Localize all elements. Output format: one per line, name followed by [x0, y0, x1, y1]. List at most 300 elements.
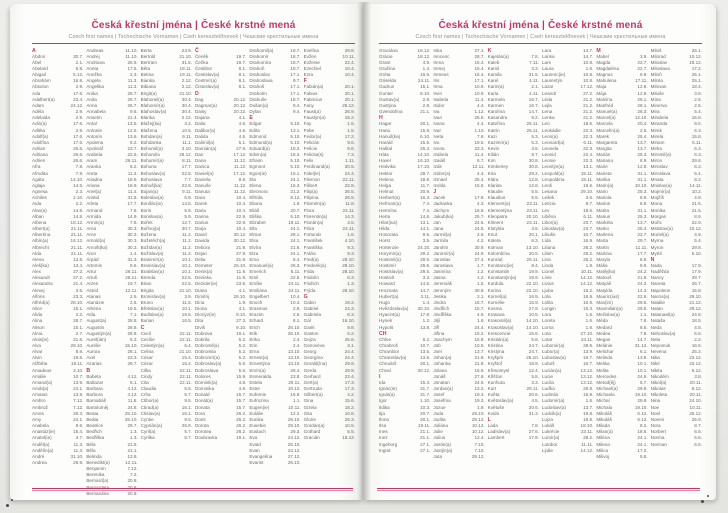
name-day-date: 16.7. — [528, 102, 539, 108]
name-label: Ilsa — [379, 423, 387, 429]
name-day-date: 26.7. — [127, 102, 138, 108]
name-entry — [596, 454, 647, 460]
name-label: Lora — [541, 312, 552, 318]
name-day-date: 15.7. — [236, 398, 247, 404]
name-entry — [433, 454, 484, 460]
name-day-date: 6.3. — [694, 152, 702, 158]
name-label: Ignác(ie) — [379, 386, 397, 392]
name-label: Božetěch(a) — [140, 238, 166, 244]
name-day-date: 5.7. — [639, 379, 648, 385]
name-day-date: 30.8. — [528, 164, 539, 170]
name-day-date: 31.5. — [528, 72, 539, 78]
name-day-date: 2.2. — [75, 201, 84, 207]
name-day-date: 5.5. — [184, 386, 192, 392]
name-label: Jasna — [433, 275, 446, 281]
name-entry — [542, 448, 593, 454]
name-day-date: 3.10. — [73, 367, 84, 373]
name-day-date: 25.9. — [691, 416, 702, 422]
name-day-date: 3.11. — [420, 293, 431, 299]
name-label: Ivo — [433, 139, 440, 145]
name-day-date: 11.3. — [127, 84, 138, 90]
section-letter: K — [487, 47, 492, 54]
name-label: Hana — [379, 127, 390, 133]
name-day-date: 25.4. — [637, 133, 648, 139]
name-day-date: 10.1. — [181, 306, 192, 312]
name-day-date: 22.9. — [236, 219, 247, 225]
name-label: Miléna — [596, 435, 610, 441]
name-day-date: 21.11. — [70, 250, 84, 256]
name-day-date: 26.5. — [344, 189, 355, 195]
name-day-date: 1.2. — [476, 275, 485, 281]
name-day-date: 30.4. — [181, 102, 192, 108]
name-label: Nikodém — [650, 373, 669, 379]
name-label: Manfréd — [596, 102, 614, 108]
name-day-date: 28.8. — [127, 324, 138, 330]
name-day-date: 25.3. — [637, 189, 648, 195]
name-label: Maja — [596, 84, 607, 90]
name-day-date: 14.10. — [70, 176, 84, 182]
name-day-date: 5.7. — [184, 392, 192, 398]
name-label: Dobromila — [194, 349, 216, 355]
name-day-date: 22.7. — [637, 59, 648, 65]
name-label: Letícia — [541, 201, 556, 207]
name-day-date: 27.1. — [474, 47, 485, 53]
name-day-date: 12.4. — [474, 435, 485, 441]
name-day-date: 24.3. — [344, 306, 355, 312]
name-label: Ervín(a) — [249, 367, 266, 373]
name-label: Krasoslav(a) — [487, 324, 514, 330]
name-label: Egmont — [249, 164, 266, 170]
name-day-date: 27.2. — [73, 269, 84, 275]
name-label: Alexej — [32, 287, 45, 293]
name-label: Artur — [86, 269, 97, 275]
name-label: Marek — [596, 133, 610, 139]
name-day-date: 21.11. — [70, 226, 84, 232]
name-day-date: 3.3. — [531, 65, 539, 71]
name-label: Nikolas — [650, 386, 666, 392]
name-day-date: 28.10. — [342, 287, 355, 293]
name-day-date: 10.11. — [580, 269, 594, 275]
name-label: Bibiana — [140, 84, 156, 90]
name-label: Eliana — [249, 201, 263, 207]
name-label: Isidor — [433, 102, 445, 108]
name-day-date: 20.1. — [344, 90, 355, 96]
name-label: Baltazar — [86, 379, 104, 385]
name-label: Abrahám — [32, 78, 51, 84]
name-day-date: 17.6. — [73, 90, 84, 96]
name-label: Krasomil(a) — [487, 318, 512, 324]
name-day-date: 6.9. — [639, 72, 648, 78]
name-label: Alida — [32, 312, 43, 318]
name-label: Knut — [487, 232, 498, 238]
name-label: Mercedes — [596, 373, 617, 379]
name-label: Longin — [541, 306, 556, 312]
name-day-date: 5.10. — [290, 164, 301, 170]
name-day-date: 23.3. — [474, 146, 485, 151]
name-label: Bořivoj(a) — [140, 226, 161, 232]
name-label: Isabela — [433, 96, 449, 102]
name-label: Bohumír(a) — [140, 158, 164, 164]
name-label: Metod(ěj) — [596, 379, 616, 385]
name-label: Jeremiáš — [433, 281, 452, 287]
name-day-date: 28.10. — [471, 410, 485, 416]
name-day-date: 5.5. — [531, 189, 539, 195]
name-day-date: 20.11. — [288, 379, 301, 385]
name-label: Eugen(ie) — [249, 404, 270, 410]
name-label: Dezider(ie) — [194, 281, 218, 287]
name-label: Marcelín(a) — [596, 127, 620, 133]
name-day-date: 17.9. — [691, 269, 702, 275]
name-day-date: 25.2. — [583, 256, 594, 262]
name-label: Leopoldina — [541, 176, 565, 182]
name-label: Kosma — [487, 306, 502, 312]
speck — [6, 504, 9, 507]
name-label: Arnold(a) — [86, 238, 106, 244]
name-label: Iris — [433, 78, 440, 84]
name-day-date: 29.5. — [420, 269, 431, 275]
name-day-date: 9.5. — [422, 232, 431, 238]
name-day-date: 10.2. — [691, 189, 702, 195]
name-label: Bronislav(a) — [140, 293, 166, 299]
name-day-date: 16.5. — [181, 312, 192, 318]
name-day-date: 8.9. — [639, 195, 648, 201]
name-day-date: 2.9. — [75, 109, 84, 115]
name-label: Libor(a) — [541, 219, 558, 225]
name-label: Afra — [32, 164, 41, 170]
name-day-date: 28.1. — [290, 232, 301, 238]
name-label: Liboslav(a) — [541, 226, 565, 232]
name-day-date: 17.1. — [474, 78, 485, 84]
name-label: Muriel(a) — [650, 232, 669, 238]
name-day-date: 22.11. — [179, 379, 192, 385]
name-day-date: 26.3. — [290, 262, 301, 268]
name-label: Dan — [194, 152, 204, 158]
name-label: Eleonora — [249, 189, 268, 195]
name-day-date: 19.11. — [417, 423, 431, 429]
name-day-date: 20.7. — [290, 207, 301, 213]
name-day-date: 11.6. — [127, 398, 138, 404]
name-entry — [304, 435, 355, 441]
name-label: Bohumila — [140, 152, 160, 158]
name-label: Arna — [86, 226, 97, 232]
name-label: Gál — [303, 318, 311, 324]
name-label: Mahulena — [596, 78, 617, 84]
name-label: Hortenzie — [379, 244, 399, 250]
name-label: Aleš(ka) — [32, 262, 49, 268]
name-day-date: 26.4. — [290, 367, 301, 373]
name-day-date: 16.4. — [474, 72, 485, 78]
name-label: Ernestýna — [249, 361, 270, 367]
name-label: Evžen — [303, 53, 317, 59]
name-day-date: 5.10. — [290, 139, 301, 145]
name-label: Fráňa — [303, 250, 316, 256]
name-day-date: 3.8. — [694, 90, 702, 96]
name-day-date: 22.9. — [691, 219, 702, 225]
name-label: Hagar — [379, 121, 392, 127]
name-day-date: 6.3. — [347, 275, 355, 281]
name-label: Alison — [32, 324, 45, 330]
name-label: Florentin(a) — [303, 213, 328, 219]
name-label: Lucián(a) — [541, 367, 562, 373]
name-label: Medea — [596, 330, 611, 336]
name-day-date: 8.9. — [639, 262, 648, 268]
name-label: Kryšpín — [487, 355, 504, 361]
name-label: Nikita — [650, 367, 663, 373]
name-day-date: 22.10. — [526, 287, 539, 293]
name-day-date: 26.6. — [73, 152, 84, 158]
name-label: Bořek — [140, 219, 153, 225]
name-label: Eliška — [249, 213, 262, 219]
name-label: Lara — [541, 47, 552, 53]
name-label: Lars — [541, 59, 551, 65]
name-label: Anastáz(ie) — [32, 429, 56, 435]
name-day-date: 4.8. — [238, 386, 247, 392]
name-label: Leonie — [541, 158, 556, 164]
name-day-date: 1.9. — [476, 404, 485, 410]
name-day-date: 29.5. — [420, 256, 431, 262]
name-label: Emil — [249, 275, 259, 281]
name-day-date: 5.2. — [238, 343, 247, 348]
name-day-date: 1.9. — [238, 299, 247, 305]
name-label: Lubomír(a) — [541, 343, 565, 348]
name-day-date: 6.11. — [583, 213, 594, 219]
name-day-date: 26.11. — [125, 158, 138, 164]
name-label: Georgína — [303, 355, 323, 361]
name-label: Běla — [86, 447, 96, 453]
name-label: August(a) — [86, 318, 107, 324]
name-day-date: 2.6. — [476, 232, 485, 238]
name-label: Kamil — [487, 65, 500, 71]
name-label: Nela — [650, 336, 661, 342]
name-day-date: 2.12. — [181, 78, 192, 84]
name-day-date: 13.7. — [637, 219, 648, 225]
name-label: Daisy — [194, 109, 207, 115]
name-label: Čestibor — [194, 65, 213, 71]
name-label: Lolita — [541, 299, 553, 305]
name-day-date: 19.6. — [583, 207, 594, 213]
name-label: Leo — [541, 121, 550, 127]
name-day-date: 30.3. — [127, 238, 138, 244]
name-day-date: 5.10. — [290, 158, 301, 164]
name-label: Martin — [596, 244, 610, 250]
name-day-date: 18.8. — [420, 176, 431, 182]
name-label: Elfrída — [249, 195, 263, 201]
name-day-date: 16.10. — [417, 158, 431, 164]
name-day-date: 23.5. — [236, 281, 247, 287]
name-day-date: 4.9. — [694, 232, 702, 238]
name-label: Dolores — [194, 373, 211, 379]
name-day-date: 12.11. — [125, 287, 138, 293]
name-label: Alda — [32, 250, 42, 256]
name-day-date: 19.10. — [634, 404, 648, 410]
name-day-date: 24.5. — [474, 226, 485, 232]
name-label: Blanka — [140, 115, 155, 121]
name-label: Jiljí — [433, 318, 440, 324]
name-label: Arzen — [86, 281, 99, 287]
name-label: Dara — [194, 195, 205, 201]
name-label: Chrudoš — [379, 361, 397, 367]
name-day-date: 6.11. — [583, 139, 594, 145]
name-day-date: 4.10. — [344, 238, 355, 244]
name-label: Mikoláš — [596, 410, 612, 416]
name-day-date: 19.2. — [344, 299, 355, 305]
name-day-date: 30.12. — [233, 238, 247, 244]
name-day-date: 25.11. — [526, 127, 539, 133]
name-day-date: 26.8. — [583, 386, 594, 392]
name-label: Fay — [303, 121, 312, 127]
name-label: Jasmína — [433, 269, 451, 275]
name-label: Blahomír(a) — [140, 102, 165, 108]
name-label: Marie — [596, 164, 608, 170]
name-day-date: 10.5. — [181, 127, 192, 133]
name-label: Gustav(a) — [379, 96, 400, 102]
name-day-date: 10.1. — [181, 262, 192, 268]
name-label: Areta — [86, 170, 98, 176]
name-day-date: 24.11. — [288, 287, 301, 293]
name-label: Natálie — [650, 299, 665, 305]
name-day-date: 6.3. — [129, 336, 138, 342]
name-day-date: 18.12. — [70, 219, 84, 225]
name-day-date: 19.1. — [236, 330, 247, 336]
name-day-date: 11.1. — [182, 139, 192, 145]
name-day-date: 9.10. — [236, 324, 247, 330]
name-label: Františka — [303, 244, 323, 250]
name-label: Amatus — [32, 392, 48, 398]
name-day-date: 22.11. — [179, 367, 192, 373]
name-day-date: 9.11. — [182, 133, 192, 139]
name-day-date: 28.2. — [528, 170, 539, 176]
name-day-date: 20.1. — [344, 84, 355, 90]
name-day-date: 1.10. — [474, 127, 485, 133]
name-day-date: 2.4. — [292, 336, 301, 342]
name-day-date: 12.7. — [181, 219, 192, 225]
name-label: Livius — [541, 281, 554, 287]
name-label: Dagmar(a) — [194, 102, 217, 108]
name-label: Andreas — [86, 47, 104, 53]
name-day-date: 10.4. — [344, 72, 355, 78]
name-label: Albertína — [32, 232, 51, 238]
name-label: Gejza — [303, 336, 316, 342]
name-label: Cyril(a) — [140, 429, 156, 435]
name-day-date: 23.7. — [583, 226, 594, 232]
name-day-date: 6.3. — [694, 146, 702, 151]
name-day-date: 20.10. — [526, 213, 539, 219]
name-day-date: 18.3. — [290, 146, 301, 151]
name-day-date: 16.7. — [528, 96, 539, 102]
name-label: Ludoslav(a) — [541, 404, 566, 410]
name-label: Melisa — [596, 361, 610, 367]
name-day-date: 24.10. — [417, 244, 431, 250]
name-day-date: 17.2. — [344, 133, 355, 139]
name-label: Evangelína — [249, 453, 273, 459]
name-label: Darius — [194, 219, 209, 225]
name-day-date: 12.10. — [634, 115, 648, 121]
section-letter: M — [596, 47, 601, 54]
name-label: Čestislav(a) — [194, 72, 220, 78]
name-day-date: 4.4. — [476, 121, 485, 127]
name-label: Noe — [650, 404, 660, 410]
name-label: Justýn(a) — [433, 447, 453, 453]
name-day-date: 8.8. — [75, 349, 84, 355]
name-label: Felície — [303, 146, 318, 151]
name-label: Naneta — [650, 281, 666, 287]
name-day-date: 2.7. — [75, 330, 84, 336]
name-label: Božislav(a) — [140, 250, 164, 256]
name-day-date: 21.2. — [583, 115, 594, 121]
name-label: Miluše — [650, 90, 664, 96]
name-day-date: 5.10. — [290, 213, 301, 219]
name-day-date: 5.8. — [531, 373, 539, 379]
name-label: Mario — [596, 189, 608, 195]
name-day-date: 16.10. — [342, 318, 355, 324]
name-label: Evald — [249, 441, 261, 447]
name-day-date: 25.2. — [583, 244, 594, 250]
name-day-date: 27.2. — [583, 90, 594, 96]
name-day-date: 10.4. — [344, 65, 355, 71]
name-column — [596, 48, 647, 472]
name-label: Kvido — [487, 410, 500, 416]
name-day-date: 31.3. — [528, 410, 539, 416]
name-label: Lenka — [541, 115, 555, 121]
name-day-date: 6.8. — [694, 330, 702, 336]
name-label: Irma — [433, 84, 443, 90]
name-label: André — [32, 453, 45, 459]
name-day-date: 14.7. — [420, 287, 431, 293]
name-day-date: 18.7. — [290, 59, 301, 65]
name-day-date: 9.3. — [347, 250, 355, 256]
name-label: Megan — [596, 336, 611, 342]
name-label: Nikoleta — [650, 392, 668, 398]
name-day-date: 10.11. — [288, 404, 301, 410]
name-label: Karin(a) — [487, 84, 504, 90]
name-label: Klára — [487, 176, 499, 182]
name-day-date: 6.3. — [694, 127, 702, 133]
name-day-date: 22.3. — [583, 158, 594, 164]
name-day-date: 15.2. — [474, 330, 485, 336]
name-day-date: 8.10. — [420, 90, 431, 96]
name-day-date: 31.1. — [637, 170, 648, 176]
name-day-date: 6.4. — [184, 343, 192, 348]
name-day-date: 10.7. — [583, 232, 594, 238]
name-day-date: 7.4. — [422, 201, 431, 207]
name-day-date: 18.9. — [127, 176, 138, 182]
name-label: Judita — [433, 416, 446, 422]
name-day-date: 13.1. — [583, 164, 594, 170]
name-label: Čestmír(a) — [194, 78, 217, 84]
name-day-date: 23.4. — [344, 373, 355, 379]
name-label: Helena — [379, 176, 394, 182]
name-label: Mína — [650, 96, 661, 102]
name-label: Babeta — [86, 373, 101, 379]
name-label: Leontýn(a) — [541, 164, 564, 170]
name-day-date: 21.6. — [73, 336, 84, 342]
name-day-date: 19.11. — [288, 219, 301, 225]
name-day-date: 1.4. — [422, 65, 431, 71]
name-day-date: 24.12. — [287, 435, 301, 441]
name-day-date: 2.9. — [75, 84, 84, 90]
name-day-date: 4.6. — [238, 133, 247, 139]
name-label: Alvin — [32, 355, 42, 361]
name-day-date: 5.8. — [531, 336, 539, 342]
name-day-date: 11.9. — [236, 269, 247, 275]
name-label: Kolombína — [487, 250, 510, 256]
name-day-date: 19.6. — [583, 121, 594, 127]
section-letter: F — [303, 78, 307, 85]
name-day-date: 23.11. — [526, 201, 539, 207]
name-day-date: 21.6. — [127, 441, 138, 447]
name-label: Kornel(a) — [487, 293, 507, 299]
name-day-date: 6.6. — [694, 429, 702, 435]
